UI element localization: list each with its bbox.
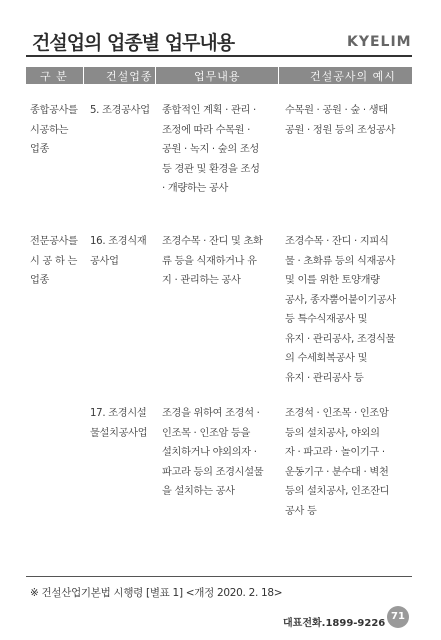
column-header-work: 업무내용: [194, 70, 241, 83]
column-header-industry: 건설업종: [106, 70, 153, 83]
header-divider: [155, 67, 156, 84]
row1-examples: 수목원 · 공원 · 숲 · 생태 공원 · 정원 등의 조성공사: [285, 105, 396, 136]
column-header-category: 구 분: [40, 70, 68, 83]
column-header-examples: 건설공사의 예시: [310, 70, 396, 83]
page-title: 건설업의 업종별 업무내용: [32, 32, 235, 54]
row3-work: 조경을 위하여 조경석 · 인조목 · 인조암 등을 설치하거나 야외의자 · 파고라 등의 조경시설물 을 설치하는 공사: [162, 408, 264, 497]
header-divider: [83, 67, 84, 84]
row2-work: 조경수목 · 잔디 및 초화 류 등을 식재하거나 유 지 · 관리하는 공사: [162, 236, 263, 286]
row2-category: 전문공사를 시 공 하 는 업종: [30, 236, 78, 286]
source-note: ※ 건설산업기본법 시행령 [별표 1] <개정 2020. 2. 18>: [30, 587, 283, 599]
row1-category: 종합공사를 시공하는 업종: [30, 105, 78, 155]
row3-industry: 17. 조경시설 물설치공사업: [90, 408, 148, 439]
row1-industry: 5. 조경공사업: [90, 105, 150, 116]
row3-examples: 조경석 · 인조목 · 인조암 등의 설치공사, 야외의 자 · 파고라 · 놀이기구 · 운동기구 · 분수대 · 벽천 등의 설치공사, 인조잔디 공사 등: [285, 408, 390, 517]
page-number: 71: [387, 606, 409, 628]
brand-logo: KYELIM: [347, 34, 412, 50]
table-bottom-rule: [26, 576, 412, 577]
phone-number: 대표전화.1899-9226: [283, 618, 386, 629]
title-rule: [26, 55, 412, 57]
row2-examples: 조경수목 · 잔디 · 지피식 물 · 초화류 등의 식재공사 및 이를 위한 토양개량 공사, 종자뿜어붙이기공사 등 특수식재공사 및 유지 · 관리공사, 조경식물 의 수세회복공사 및 유지 · 관리공사 등: [285, 236, 396, 384]
row2-industry: 16. 조경식재 공사업: [90, 236, 147, 267]
header-divider: [278, 67, 279, 84]
row1-work: 종합적인 계획 · 관리 · 조정에 따라 수목원 · 공원 · 녹지 · 숲의 조성 등 경관 및 환경을 조성 · 개량하는 공사: [162, 105, 260, 194]
